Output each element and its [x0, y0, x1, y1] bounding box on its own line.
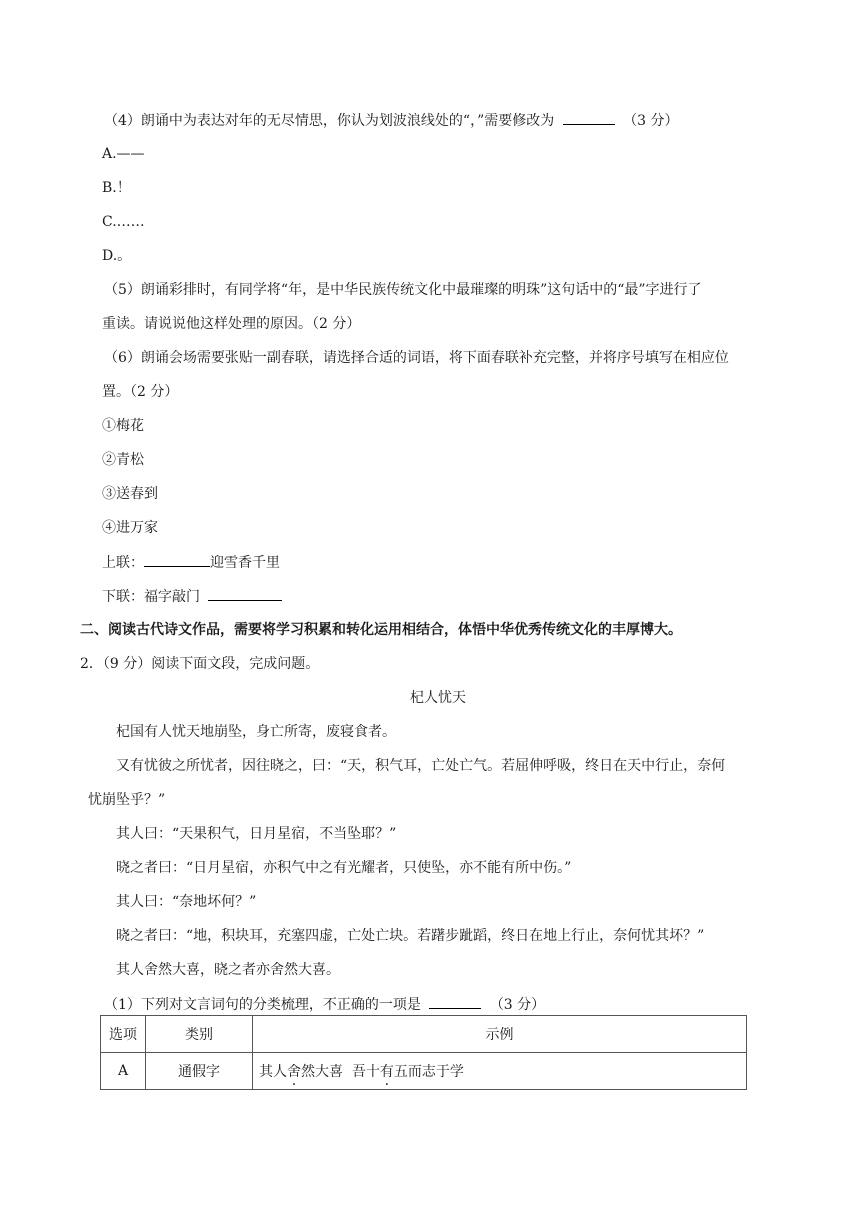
passage-p4: 晓之者曰：“日月星宿，亦积气中之有光耀者，只使坠，亦不能有所中伤。” — [116, 860, 572, 876]
passage-p6: 晓之者曰：“地，积块耳，充塞四虚，亡处亡块。若躇步跐蹈，终日在地上行止，奈何忧其坏？” — [116, 928, 705, 944]
example1-pre: 其人 — [259, 1064, 287, 1080]
q6-choice-3: ③送春到 — [102, 486, 158, 502]
q4-prompt-text: （4）朗诵中为表达对年的无尽情思，你认为划波浪线处的“，”需要修改为 — [104, 113, 555, 129]
q4-option-c: C.…… — [102, 214, 145, 230]
couplet-lower — [102, 586, 282, 607]
table-header-example: 示例 — [253, 1016, 747, 1053]
table-header-row — [101, 1016, 747, 1053]
section2-heading: 二、阅读古代诗文作品，需要将学习积累和转化运用相结合，体悟中华优秀传统文化的丰厚博大。 — [80, 622, 682, 638]
q5-line1: （5）朗诵彩排时，有同学将“年，是中华民族传统文化中最璀璨的明珠”这句话中的“最”字进行了 — [104, 282, 702, 298]
example2-pre: 吾十 — [351, 1064, 380, 1080]
couplet-upper-suffix: 迎雪香千里 — [210, 555, 280, 571]
table-header-category: 类别 — [146, 1016, 253, 1053]
example2-post: 五而志于学 — [393, 1064, 464, 1080]
couplet-upper — [102, 552, 280, 573]
q2-1-answer-blank[interactable] — [429, 994, 481, 1009]
couplet-lower-prefix: 下联：福字敲门 — [102, 589, 200, 605]
couplet-upper-prefix: 上联： — [102, 555, 144, 571]
q6-choice-4: ④进万家 — [102, 520, 158, 536]
passage-p1: 杞国有人忧天地崩坠，身亡所寄，废寝食者。 — [116, 724, 396, 740]
q2-intro: 2．（9 分）阅读下面文段，完成问题。 — [80, 656, 320, 672]
passage-p2-line1: 又有忧彼之所忧者，因往晓之，曰：“天，积气耳，亡处亡气。若屈伸呼吸，终日在天中行止，奈何 — [116, 758, 726, 774]
q6-line1: （6）朗诵会场需要张贴一副春联，请选择合适的词语，将下面春联补充完整，并将序号填写在相应位 — [104, 350, 729, 366]
q5-line2: 重读。请说说他这样处理的原因。（2 分） — [102, 316, 361, 332]
q2-1-prompt-text: （1）下列对文言词句的分类梳理，不正确的一项是 — [104, 997, 421, 1013]
q6-choice-2: ②青松 — [102, 452, 144, 468]
q6-line2: 置。（2 分） — [102, 384, 179, 400]
table-cell-example — [253, 1053, 747, 1090]
passage-p5: 其人曰：“奈地坏何？” — [116, 894, 257, 910]
classification-table — [100, 1015, 747, 1090]
q4-answer-blank[interactable] — [563, 110, 615, 125]
passage-title: 杞人忧天 — [410, 690, 466, 706]
q2-1-score: （3 分） — [489, 997, 546, 1013]
table-row — [101, 1053, 747, 1090]
example2-dotted-char: 有 — [379, 1064, 394, 1080]
q4-prompt — [104, 110, 679, 131]
q4-option-b: B.！ — [102, 180, 131, 196]
q4-score: （3 分） — [623, 113, 679, 129]
couplet-lower-blank[interactable] — [208, 586, 282, 601]
passage-p7: 其人舍然大喜，晓之者亦舍然大喜。 — [116, 962, 340, 978]
example1-dotted-char: 舍 — [287, 1064, 301, 1080]
passage-p2-line2: 忧崩坠乎？” — [88, 792, 166, 808]
couplet-upper-blank[interactable] — [144, 552, 210, 567]
q2-1-prompt — [104, 994, 545, 1015]
passage-p3: 其人曰：“天果积气，日月星宿，不当坠耶？” — [116, 826, 397, 842]
table-header-option: 选项 — [101, 1016, 146, 1053]
table-cell-category: 通假字 — [146, 1053, 253, 1090]
q4-option-a: A.—— — [102, 146, 145, 162]
q4-option-d: D.。 — [102, 248, 132, 264]
table-cell-option: A — [101, 1053, 146, 1090]
example1-post: 然大喜 — [301, 1064, 343, 1080]
q6-choice-1: ①梅花 — [102, 418, 144, 434]
